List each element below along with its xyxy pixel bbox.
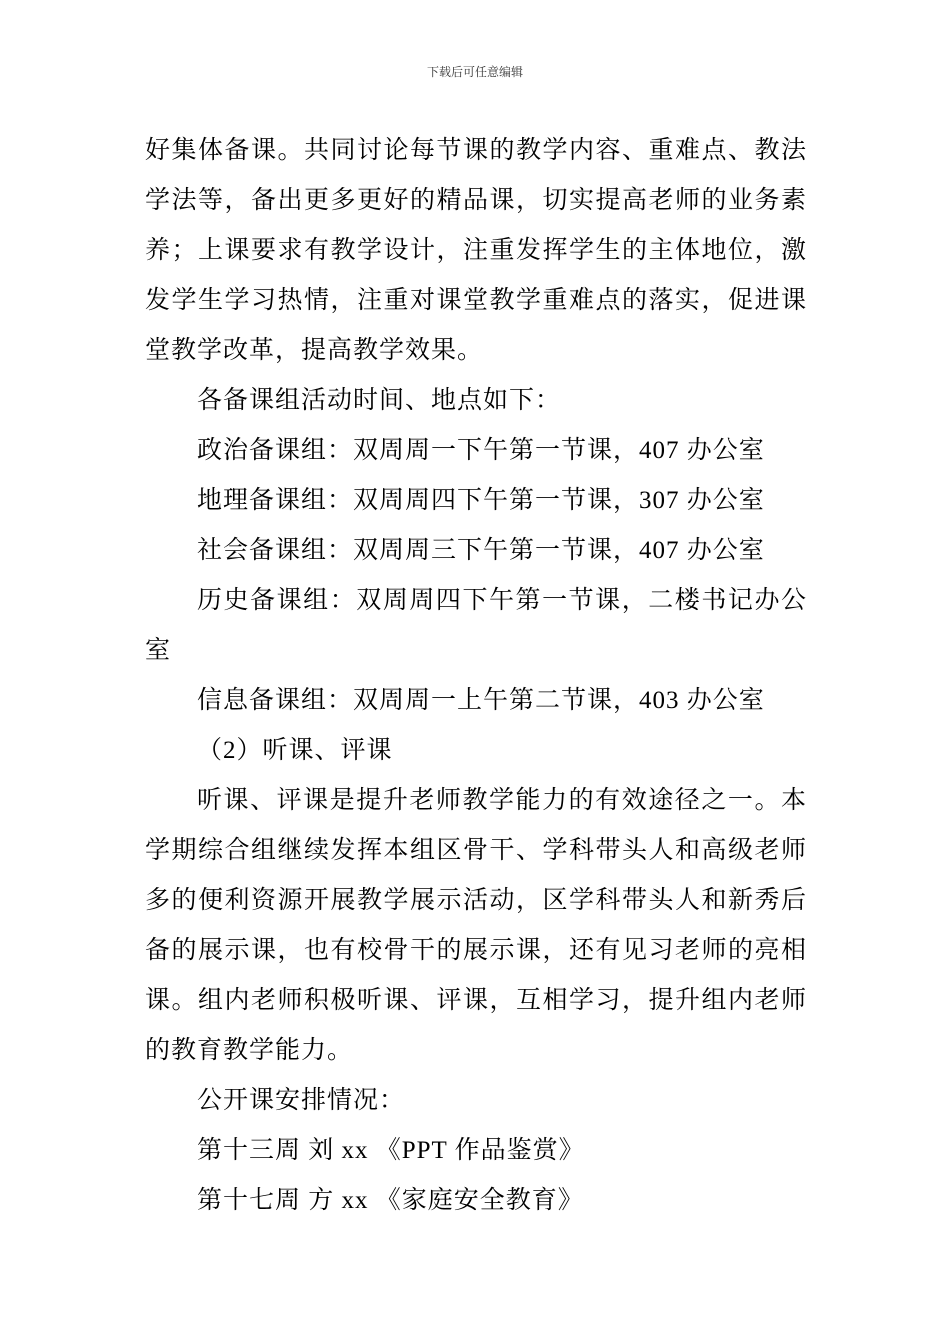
- open-class-item-week13: 第十三周 刘 xx 《PPT 作品鉴赏》: [197, 1137, 585, 1164]
- schedule-item-society: 社会备课组：双周周三下午第一节课，407 办公室: [197, 537, 765, 564]
- paragraph-schedule-intro: 各备课组活动时间、地点如下：: [197, 387, 562, 414]
- schedule-item-politics: 政治备课组：双周周一下午第一节课，407 办公室: [197, 437, 765, 464]
- schedule-item-history: 历史备课组：双周周四下午第一节课，二楼书记办公室: [145, 587, 807, 664]
- paragraph-open-class-intro: 公开课安排情况：: [197, 1087, 406, 1114]
- paragraph-observation: 听课、评课是提升老师教学能力的有效途径之一。本学期综合组继续发挥本组区骨干、学科带头人和高级老师多的便利资源开展教学展示活动，区学科带头人和新秀后备的展示课，也有校骨干的展示课，还有见习老师的亮相课。组内老师积极听课、评课，互相学习，提升组内老师的教育教学能力。: [145, 787, 807, 1064]
- document-body: [145, 126, 807, 1226]
- schedule-item-information: 信息备课组：双周周一上午第二节课，403 办公室: [197, 687, 765, 714]
- schedule-item-geography: 地理备课组：双周周四下午第一节课，307 办公室: [197, 487, 765, 514]
- paragraph-lesson-prep: 好集体备课。共同讨论每节课的教学内容、重难点、教法学法等，备出更多更好的精品课，切实提高老师的业务素养；上课要求有教学设计，注重发挥学生的主体地位，激发学生学习热情，注重对课堂教学重难点的落实，促进课堂教学改革，提高教学效果。: [145, 137, 807, 364]
- section-heading-observation: （2）听课、评课: [197, 737, 393, 764]
- open-class-item-week17: 第十七周 方 xx 《家庭安全教育》: [197, 1187, 584, 1214]
- page-header-note: 下载后可任意编辑: [426, 65, 523, 79]
